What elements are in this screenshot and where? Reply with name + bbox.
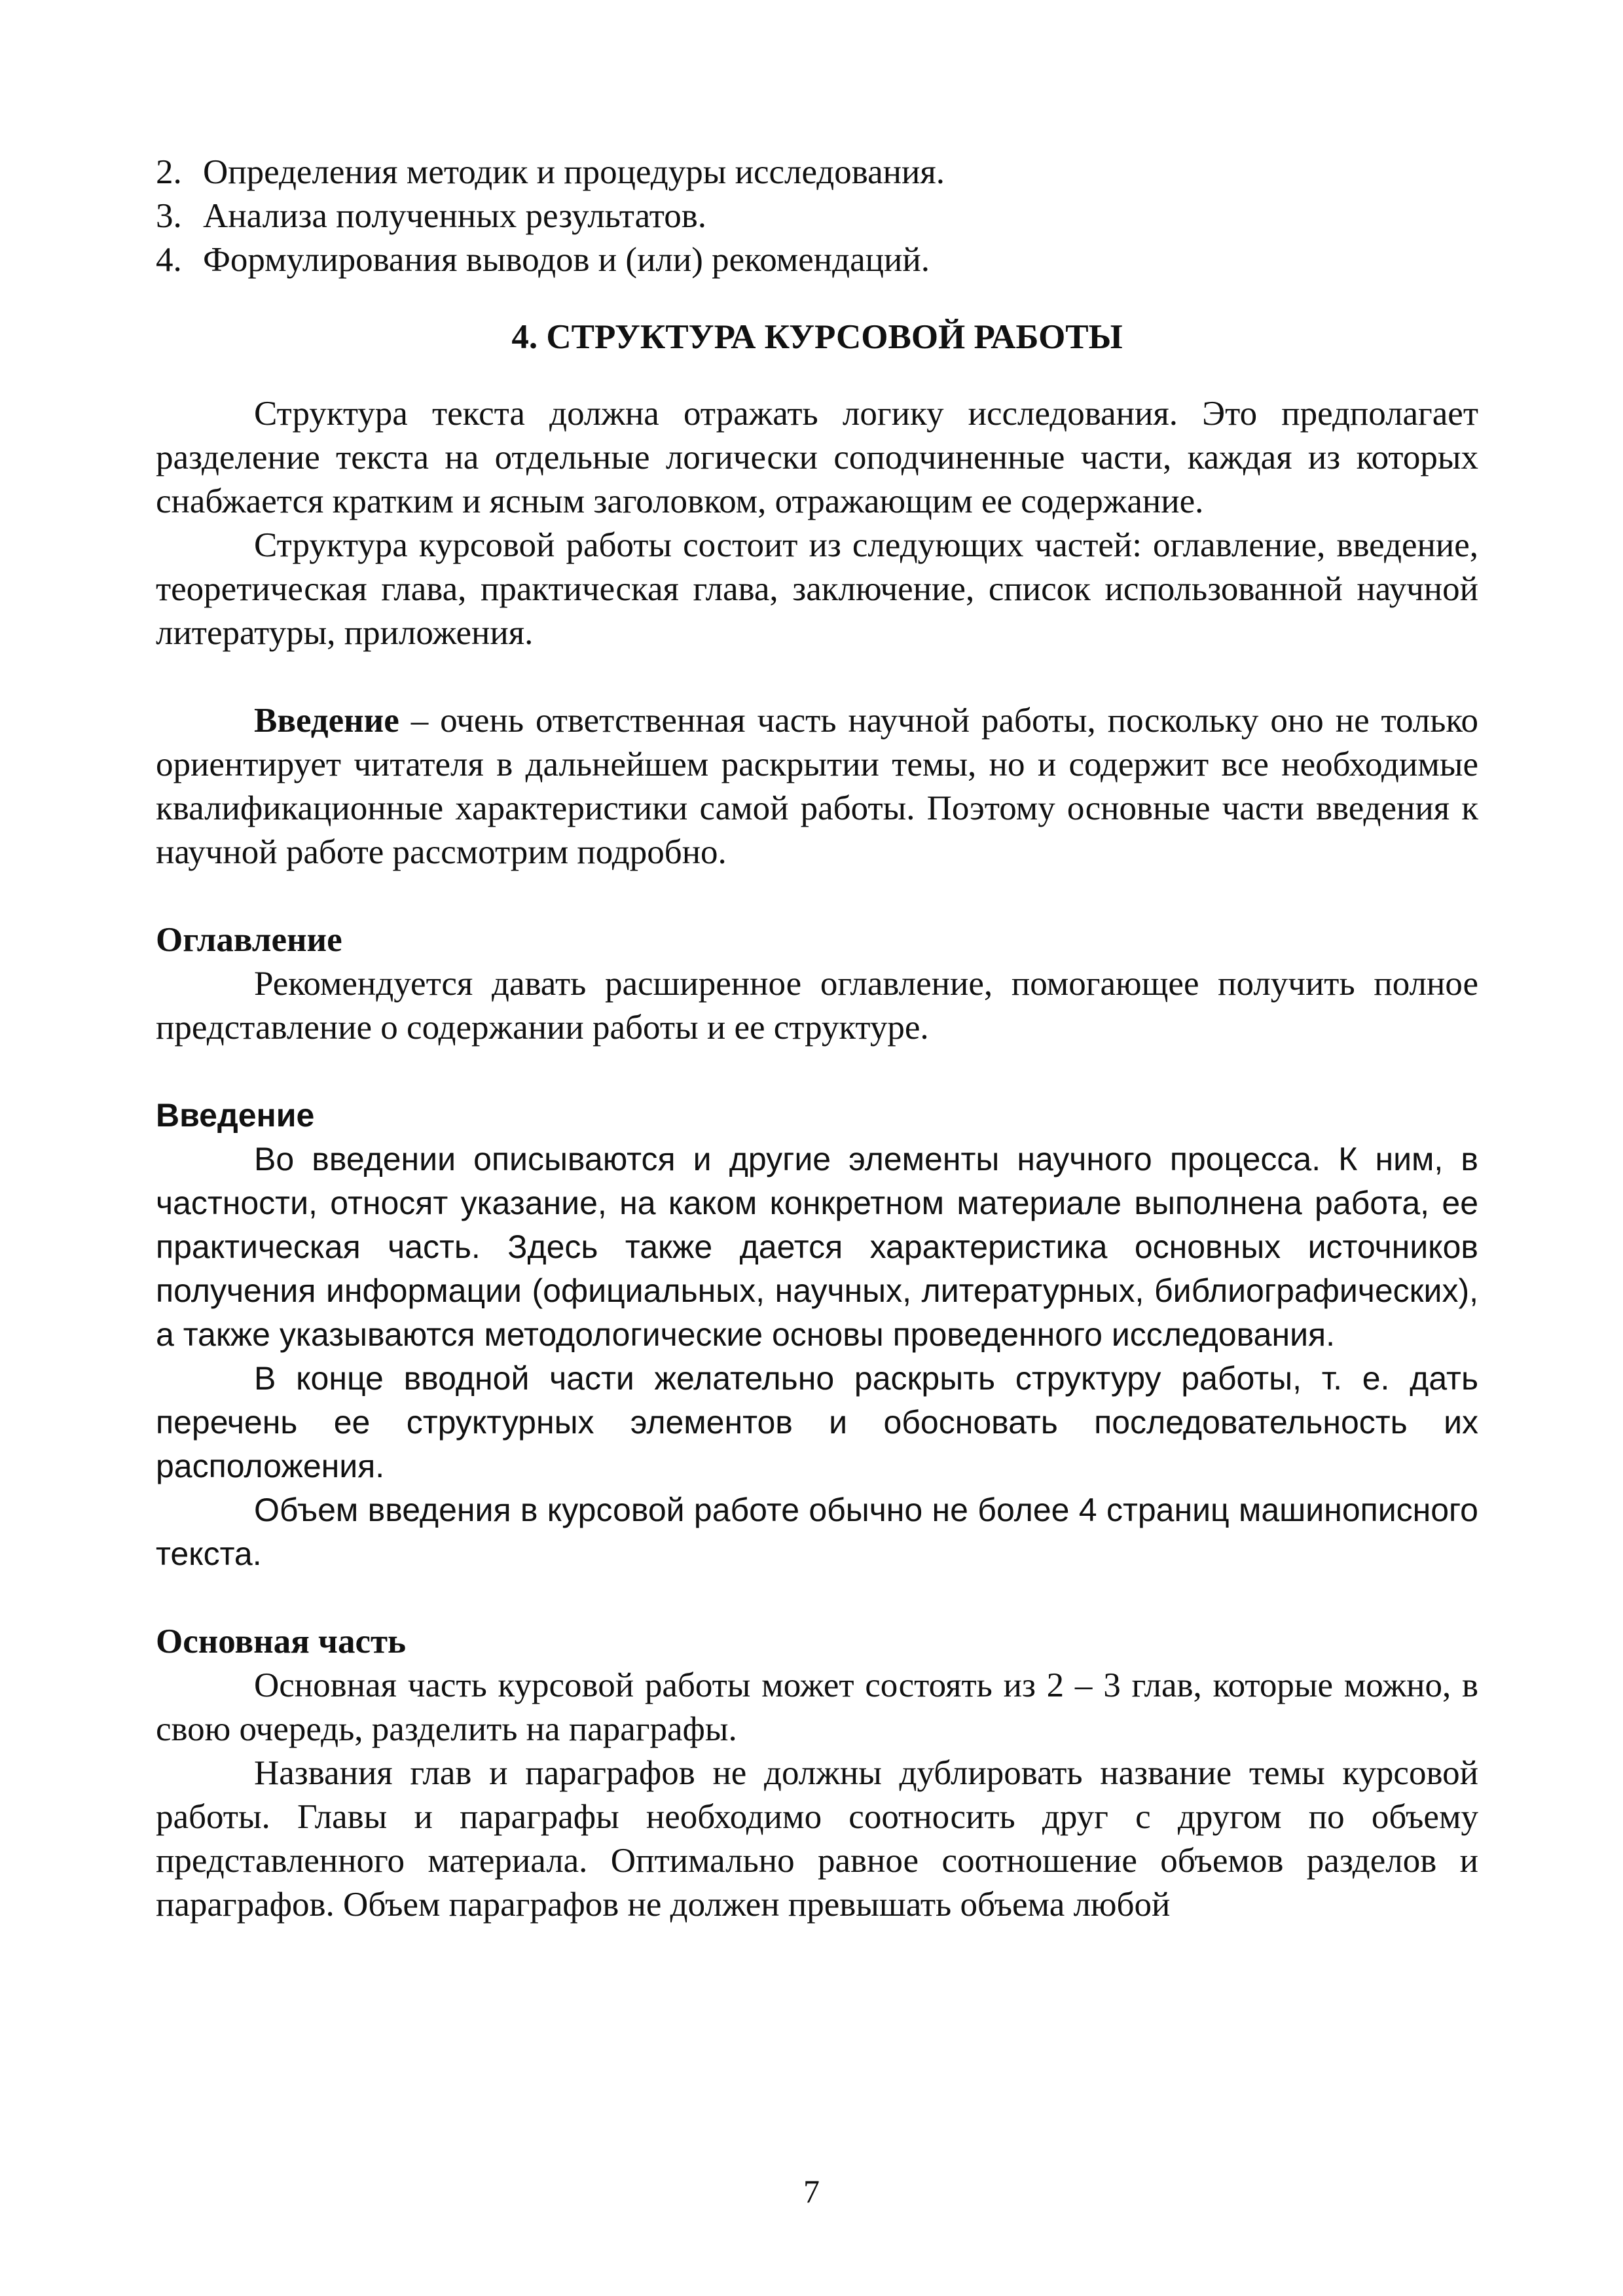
main-part-paragraph-2: Названия глав и параграфов не должны дублировать название темы курсовой работы. Главы и параграфы необходимо соотносить друг с другом по объему представленного материала. Оптимально равное соотношение объемов разделов и параграфов. Объем параграфов не должен превышать объема любой: [156, 1754, 1478, 1924]
main-part-heading: Основная часть: [156, 1623, 407, 1660]
introduction-lead-text: – очень ответственная часть научной работы, поскольку оно не только ориентирует читателя в дальнейшем раскрытии темы, но и содержит все необходимые квалификационные характеристики самой работы. Поэтому основные части введения к научной работе рассмотрим подробно.: [156, 702, 1478, 871]
toc-heading: Оглавление: [156, 921, 342, 959]
structure-paragraph-2: Структура курсовой работы состоит из следующих частей: оглавление, введение, теоретическая глава, практическая глава, заключение, список использованной научной литературы, приложения.: [156, 526, 1478, 652]
toc-paragraph: Рекомендуется давать расширенное оглавление, помогающее получить полное представление о содержании работы и ее структуре.: [156, 965, 1478, 1047]
list-item: [156, 194, 1478, 238]
list-item-number: 4.: [156, 241, 182, 279]
structure-paragraph-1: Структура текста должна отражать логику исследования. Это предполагает разделение текста на отдельные логически соподчиненные части, каждая из которых снабжается кратким и ясным заголовком, отражающим ее содержание.: [156, 395, 1478, 520]
main-part-paragraph-1: Основная часть курсовой работы может состоять из 2 – 3 глав, которые можно, в свою очередь, разделить на параграфы.: [156, 1666, 1478, 1748]
document-page: [156, 151, 1478, 1927]
numbered-list: [156, 151, 1478, 282]
list-item-text: Анализа полученных результатов.: [203, 197, 706, 235]
introduction-paragraph-3: Объем введения в курсовой работе обычно не более 4 страниц машинописного текста.: [156, 1492, 1478, 1572]
introduction-heading: Введение: [156, 1097, 315, 1134]
spacer: [156, 1050, 1478, 1094]
list-item-number: 3.: [156, 197, 182, 235]
spacer: [156, 874, 1478, 918]
introduction-lead-term: Введение: [254, 702, 399, 740]
list-item-text: Определения методик и процедуры исследования.: [203, 153, 945, 191]
introduction-paragraph-1: Во введении описываются и другие элементы научного процесса. К ним, в частности, относят указание, на каком конкретном материале выполнена работа, ее практическая часть. Здесь также дается характеристика основных источников получения информации (официальных, научных, литературных, библиографических), а также указываются методологические основы проведенного исследования.: [156, 1141, 1478, 1353]
spacer: [156, 1576, 1478, 1620]
introduction-paragraph-2: В конце вводной части желательно раскрыть структуру работы, т. е. дать перечень ее структурных элементов и обосновать последовательность их расположения.: [156, 1360, 1478, 1484]
list-item-number: 2.: [156, 153, 182, 191]
list-item-text: Формулирования выводов и (или) рекомендаций.: [203, 241, 930, 279]
page-number: 7: [803, 2173, 820, 2210]
list-item: [156, 151, 1478, 194]
introduction-lead-paragraph: [156, 699, 1478, 874]
section-title: 4. СТРУКТУРА КУРСОВОЙ РАБОТЫ: [511, 318, 1123, 356]
list-item: [156, 238, 1478, 282]
spacer: [156, 655, 1478, 699]
